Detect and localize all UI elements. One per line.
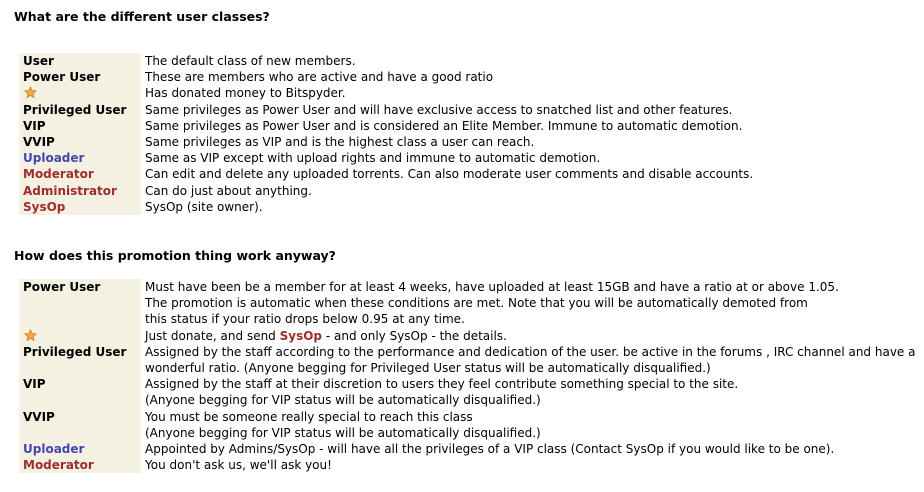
class-description: Same as VIP except with upload rights and immune to automatic demotion.	[145, 151, 601, 166]
class-description: SysOp (site owner).	[145, 199, 263, 214]
donor-text-after: - and only SysOp - the details.	[322, 328, 507, 343]
sysop-link[interactable]: SysOp	[279, 328, 323, 343]
table-row	[19, 134, 753, 150]
promotion-description: (Anyone begging for VIP status will be automatically disqualified.)	[145, 425, 541, 440]
promotion-description: (Anyone begging for VIP status will be automatically disqualified.)	[145, 393, 541, 408]
promotion-description: Must have been be a member for at least 4 weeks, have uploaded at least 15GB and have a ratio at or above 1.05.	[145, 280, 839, 294]
table-row	[19, 425, 915, 441]
table-row	[19, 279, 915, 295]
label-spacer	[19, 360, 141, 376]
promotion-description: Assigned by the staff at their discretion to users they feel contribute something special to the site.	[145, 377, 739, 392]
table-row	[19, 360, 915, 376]
promotion-description: this status if your ratio drops below 0.95 at any time.	[145, 312, 465, 327]
promotion-description: The promotion is automatic when these conditions are met. Note that you will be automatically demoted from	[145, 296, 808, 311]
label-spacer	[19, 295, 141, 311]
table-row	[19, 328, 915, 344]
class-label-administrator: Administrator	[19, 183, 141, 199]
class-label-moderator: Moderator	[19, 457, 141, 473]
table-row	[19, 457, 915, 473]
table-row	[19, 409, 915, 425]
class-label-privileged-user: Privileged User	[19, 102, 141, 118]
table-row	[19, 441, 915, 457]
table-row	[19, 311, 915, 327]
table-row	[19, 199, 753, 215]
table-row	[19, 53, 753, 69]
table-row	[19, 150, 753, 166]
promotion-description: You don't ask us, we'll ask you!	[145, 458, 332, 473]
class-label-user: User	[19, 53, 141, 69]
promotion-description: wonderful ratio. (Anyone begging for Privileged User status will be automatically disqualified.)	[145, 361, 711, 376]
class-description: Same privileges as Power User and will have exclusive access to snatched list and other features.	[145, 102, 733, 117]
class-label-power-user: Power User	[19, 279, 141, 295]
class-label-donor	[19, 328, 141, 344]
star-icon	[24, 329, 37, 342]
label-spacer	[19, 425, 141, 441]
promotion-table	[19, 279, 915, 473]
table-row	[19, 376, 915, 392]
label-spacer	[19, 392, 141, 408]
class-label-privileged-user: Privileged User	[19, 344, 141, 360]
star-icon	[24, 86, 37, 99]
promotion-description: Appointed by Admins/SysOp - will have all the privileges of a VIP class (Contact SysOp if you would like to be one).	[145, 442, 835, 457]
class-description: Same privileges as Power User and is considered an Elite Member. Immune to automatic demotion.	[145, 118, 743, 133]
class-label-vvip: VVIP	[19, 134, 141, 150]
promotion-description: Assigned by the staff according to the performance and dedication of the user. be active in the forums , IRC channel and have a	[145, 344, 916, 359]
class-description: Can edit and delete any uploaded torrents. Can also moderate user comments and disable accounts.	[145, 167, 754, 182]
table-row	[19, 183, 753, 199]
class-description: The default class of new members.	[145, 54, 356, 68]
section-heading-user-classes: What are the different user classes?	[14, 9, 270, 24]
class-label-vip: VIP	[19, 118, 141, 134]
class-description: Same privileges as VIP and is the highest class a user can reach.	[145, 135, 535, 150]
donor-text-before: Just donate, and send	[145, 328, 280, 343]
class-label-uploader: Uploader	[19, 441, 141, 457]
class-description: Can do just about anything.	[145, 183, 312, 198]
promotion-description: You must be someone really special to reach this class	[145, 409, 473, 424]
class-label-uploader: Uploader	[19, 150, 141, 166]
user-classes-table	[19, 53, 753, 215]
table-row	[19, 344, 915, 360]
class-description: Has donated money to Bitspyder.	[145, 86, 346, 101]
section-heading-promotion: How does this promotion thing work anyway?	[14, 248, 336, 263]
table-row	[19, 295, 915, 311]
table-row	[19, 166, 753, 182]
table-row	[19, 102, 753, 118]
class-label-power-user: Power User	[19, 69, 141, 85]
class-label-donor	[19, 85, 141, 101]
class-label-moderator: Moderator	[19, 166, 141, 182]
table-row	[19, 69, 753, 85]
promotion-description	[141, 328, 915, 344]
table-row	[19, 85, 753, 101]
class-label-sysop: SysOp	[19, 199, 141, 215]
class-label-vvip: VVIP	[19, 409, 141, 425]
table-row	[19, 118, 753, 134]
class-description: These are members who are active and have a good ratio	[145, 70, 494, 85]
class-label-vip: VIP	[19, 376, 141, 392]
label-spacer	[19, 311, 141, 327]
table-row	[19, 392, 915, 408]
